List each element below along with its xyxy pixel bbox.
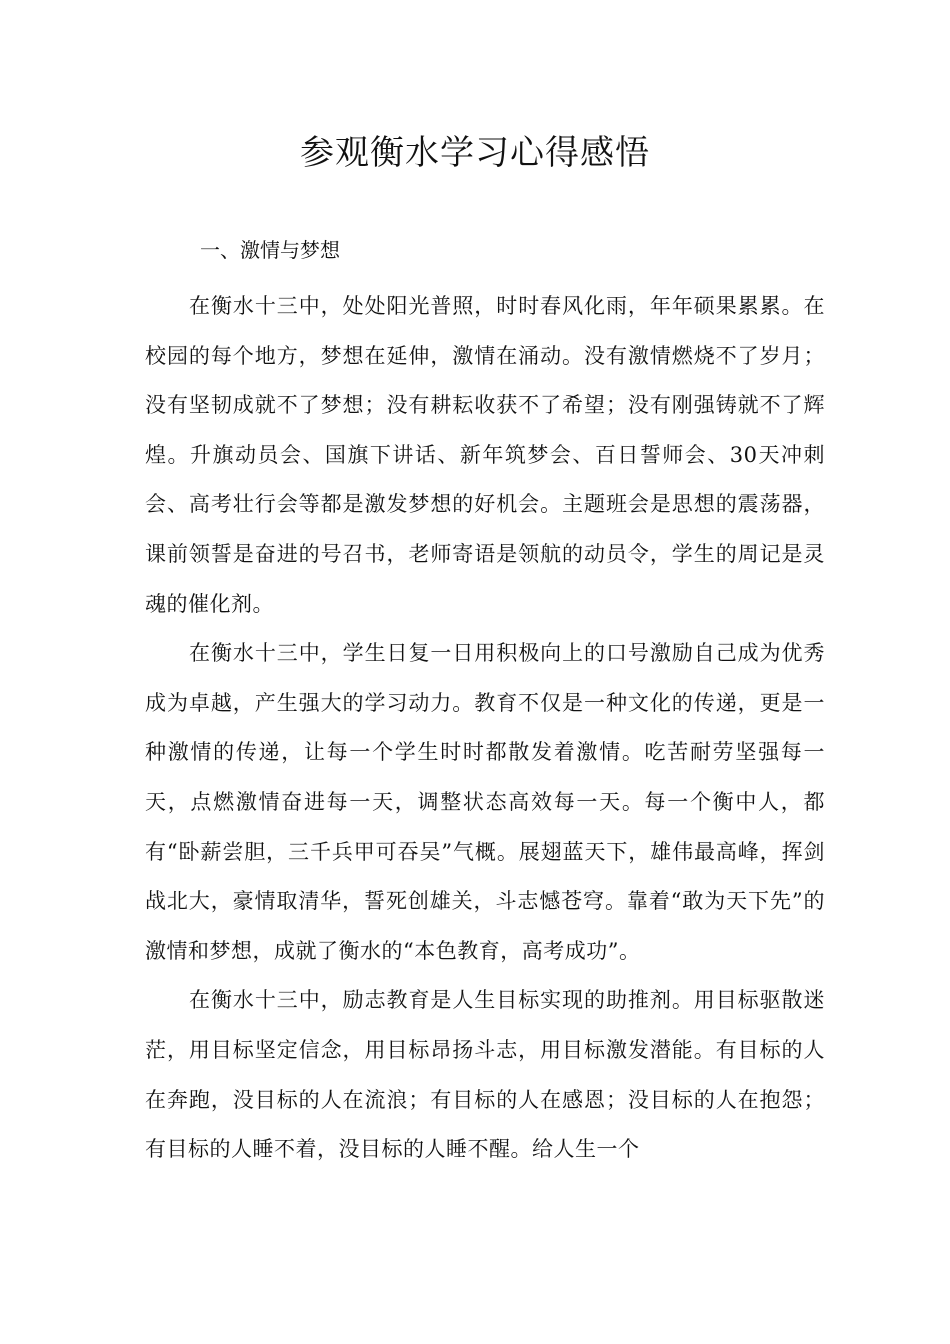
document-title: 参观衡水学习心得感悟 (300, 133, 650, 173)
paragraph: 在衡水十三中，学生日复一日用积极向上的口号激励自己成为优秀成为卓越，产生强大的学习动力。教育不仅是一种文化的传递，更是一种激情的传递，让每一个学生时时都散发着激情。吃苦耐劳坚强每一天，点燃激情奋进每一天，调整状态高效每一天。每一个衡中人，都有“卧薪尝胆，三千兵甲可吞吴”气概。展翅蓝天下，雄伟最高峰，挥剑战北大，豪情取清华，誓死创雄关，斗志憾苍穹。靠着“敢为天下先”的激情和梦想，成就了衡水的“本色教育，高考成功”。 (145, 641, 825, 963)
section-heading: 一、激情与梦想 (200, 238, 340, 262)
paragraph: 在衡水十三中，处处阳光普照，时时春风化雨，年年硕果累累。在校园的每个地方，梦想在延伸，激情在涌动。没有激情燃烧不了岁月；没有坚韧成就不了梦想；没有耕耘收获不了希望；没有刚强铸就不了辉煌。升旗动员会、国旗下讲话、新年筑梦会、百日誓师会、30天冲刺会、高考壮行会等都是激发梦想的好机会。主题班会是思想的震荡器，课前领誓是奋进的号召书，老师寄语是领航的动员令，学生的周记是灵魂的催化剂。 (145, 294, 825, 616)
document-body (145, 282, 825, 1175)
paragraph: 在衡水十三中，励志教育是人生目标实现的助推剂。用目标驱散迷茫，用目标坚定信念，用目标昂扬斗志，用目标激发潜能。有目标的人在奔跑，没目标的人在流浪；有目标的人在感恩；没目标的人在抱怨；有目标的人睡不着，没目标的人睡不醒。给人生一个 (145, 988, 825, 1162)
